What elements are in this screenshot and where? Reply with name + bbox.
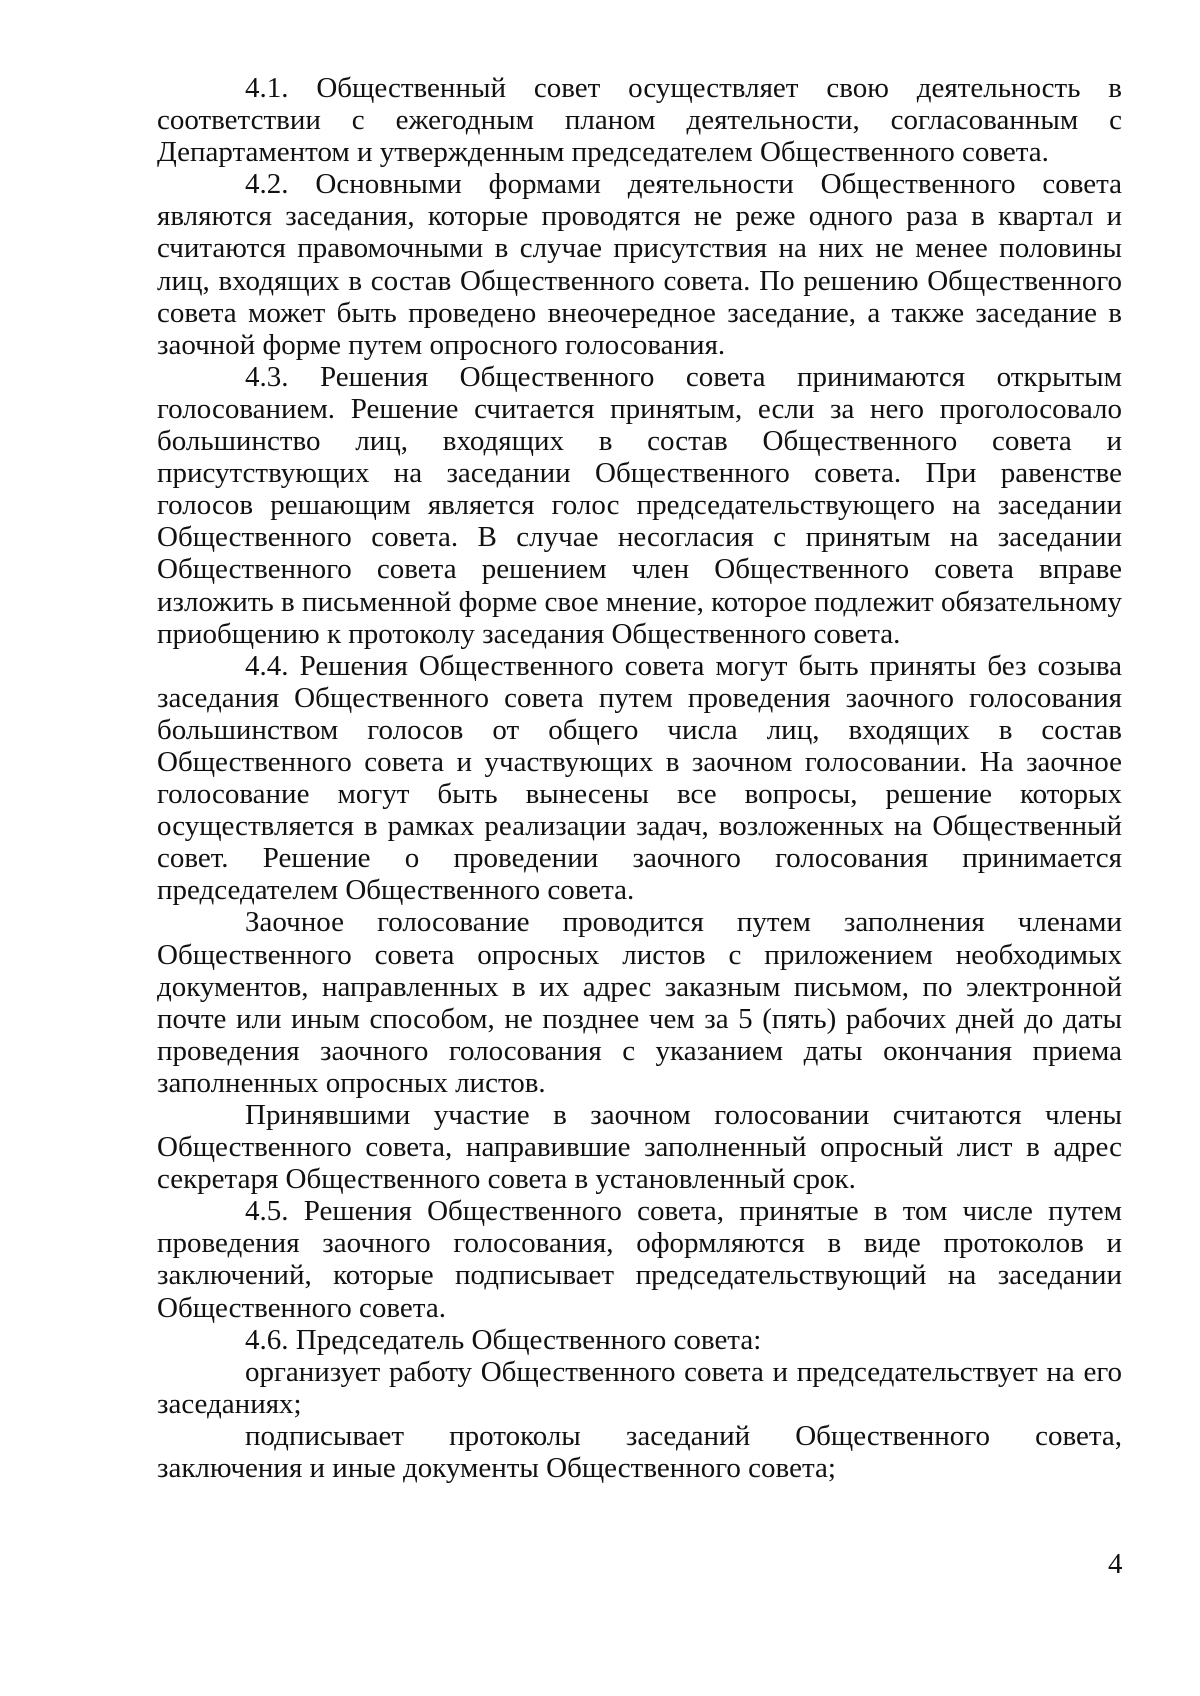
paragraph-4-3: 4.3. Решения Общественного совета принимаются открытым голосованием. Решение считается принятым, если за него проголосовало большинство лиц, входящих в состав Общественного совета и присутствующих на заседании Общественного совета. При равенстве голосов решающим является голос председательствующего на заседании Общественного совета. В случае несогласия с принятым на заседании Общественного совета решением член Общественного совета вправе изложить в письменной форме свое мнение, которое подлежит обязательному приобщению к протоколу заседания Общественного совета. [157,360,1122,650]
page-number: 4 [1108,1548,1123,1580]
paragraph-4-5: 4.5. Решения Общественного совета, принятые в том числе путем проведения заочного голосования, оформляются в виде протоколов и заключений, которые подписывает председательствующий на заседании Общественного совета. [157,1195,1122,1324]
paragraph-chairman-organizes: организует работу Общественного совета и председательствует на его заседаниях; [157,1355,1122,1420]
paragraph-participants: Принявшими участие в заочном голосовании считаются члены Общественного совета, направившие заполненный опросный лист в адрес секретаря Общественного совета в установленный срок. [157,1099,1122,1196]
paragraph-4-4: 4.4. Решения Общественного совета могут быть приняты без созыва заседания Общественного совета путем проведения заочного голосования большинством голосов от общего числа лиц, входящих в состав Общественного совета и участвующих в заочном голосовании. На заочное голосование могут быть вынесены все вопросы, решение которых осуществляется в рамках реализации задач, возложенных на Общественный совет. Решение о проведении заочного голосования принимается председателем Общественного совета. [157,649,1122,907]
paragraph-chairman-signs: подписывает протоколы заседаний Общественного совета, заключения и иные документы Общественного совета; [157,1419,1122,1485]
paragraph-4-1: 4.1. Общественный совет осуществляет свою деятельность в соответствии с ежегодным планом деятельности, согласованным с Департаментом и утвержденным председателем Общественного совета. [157,72,1122,169]
document-body [157,72,1122,1484]
paragraph-4-2: 4.2. Основными формами деятельности Общественного совета являются заседания, которые проводятся не реже одного раза в квартал и считаются правомочными в случае присутствия на них не менее половины лиц, входящих в состав Общественного совета. По решению Общественного совета может быть проведено внеочередное заседание, а также заседание в заочной форме путем опросного голосования. [157,168,1122,361]
paragraph-4-6: 4.6. Председатель Общественного совета: [245,1323,762,1356]
paragraph-absentee-voting: Заочное голосование проводится путем заполнения членами Общественного совета опросных листов с приложением необходимых документов, направленных в их адрес заказным письмом, по электронной почте или иным способом, не позднее чем за 5 (пять) рабочих дней до даты проведения заочного голосования с указанием даты окончания приема заполненных опросных листов. [157,906,1122,1099]
